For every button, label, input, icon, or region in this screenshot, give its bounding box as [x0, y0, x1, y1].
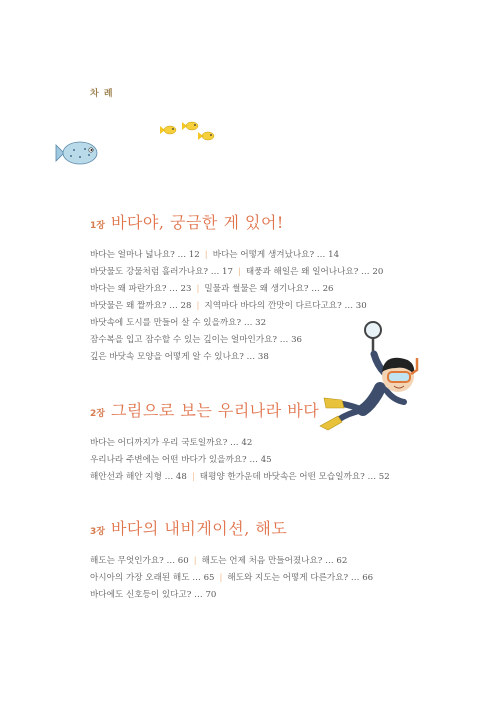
toc-line: [90, 315, 440, 332]
yellow-fish-illustration: [158, 120, 220, 142]
chapter-3-number: 3장: [90, 527, 105, 537]
chapter-3-heading: [90, 516, 440, 539]
chapter-2: [90, 398, 440, 486]
toc-line: [90, 332, 440, 349]
separator: |: [237, 267, 241, 277]
toc-line: [90, 349, 440, 366]
toc-entry[interactable]: 바다에도 신호등이 있다고? … 70: [90, 590, 217, 600]
toc-line: [90, 281, 440, 298]
chapter-2-number: 2장: [90, 409, 105, 419]
toc-entry[interactable]: 바다는 왜 파란가요? … 23: [90, 284, 192, 294]
toc-line: [90, 247, 440, 264]
toc-entry[interactable]: 해도는 무엇인가요? … 60: [90, 556, 189, 566]
separator: |: [196, 301, 200, 311]
toc-entry[interactable]: 해도와 지도는 어떻게 다른가요? … 66: [227, 573, 374, 583]
toc-entry[interactable]: 바닷속에 도시를 만들어 살 수 있을까요? … 32: [90, 318, 267, 328]
toc-line: [90, 435, 440, 452]
toc-entry[interactable]: 지역마다 바다의 깐맛이 다르다고요? … 30: [204, 301, 367, 311]
toc-entry[interactable]: 밀물과 썰물은 왜 생기나요? … 26: [204, 284, 334, 294]
toc-line: [90, 298, 440, 315]
chapter-1-number: 1장: [90, 221, 105, 231]
toc-entry[interactable]: 바다는 어디까지가 우리 국토일까요? … 42: [90, 438, 253, 448]
toc-entry[interactable]: 바닷물도 강물처럼 흘러가나요? … 17: [90, 267, 233, 277]
toc-entry[interactable]: 태풍과 해일은 왜 일어나나요? … 20: [245, 267, 384, 277]
chapter-2-title: 그림으로 보는 우리나라 바다: [110, 401, 320, 420]
chapter-1: [90, 210, 440, 366]
toc-entry[interactable]: 우리나라 주변에는 어떤 바다가 있을까요? … 45: [90, 455, 272, 465]
toc-line: [90, 452, 440, 469]
pufferfish-illustration: [54, 140, 100, 166]
separator: |: [193, 556, 197, 566]
separator: |: [191, 472, 195, 482]
separator: |: [196, 284, 200, 294]
toc-entry[interactable]: 해도는 언제 처음 만들어졌나요? … 62: [201, 556, 348, 566]
chapter-3: [90, 516, 440, 604]
toc-line: [90, 469, 440, 486]
toc-entry[interactable]: 잠수복을 입고 잠수할 수 있는 깊이는 얼마인가요? … 36: [90, 335, 303, 345]
toc-line: [90, 264, 440, 281]
toc-entry[interactable]: 바닷물은 왜 짤까요? … 28: [90, 301, 192, 311]
toc-line: [90, 587, 440, 604]
chapter-1-title: 바다야, 궁금한 게 있어!: [110, 213, 284, 232]
separator: |: [219, 573, 223, 583]
chapter-2-heading: [90, 398, 440, 421]
toc-line: [90, 553, 440, 570]
toc-entry[interactable]: 바다는 어떻게 생겨났나요? … 14: [212, 250, 340, 260]
toc-entry[interactable]: 바다는 얼마나 넓나요? … 12: [90, 250, 200, 260]
toc-entry[interactable]: 깊은 바닷속 모양을 어떻게 알 수 있나요? … 38: [90, 352, 269, 362]
toc-label: 차 례: [90, 89, 114, 99]
toc-entry[interactable]: 태평양 한가운데 바닷속은 어떤 모습일까요? … 52: [199, 472, 390, 482]
toc-entry[interactable]: 해안선과 해안 지형 … 48: [90, 472, 187, 482]
toc-line: [90, 570, 440, 587]
chapter-1-heading: [90, 210, 440, 233]
toc-entry[interactable]: 아시아의 가장 오래된 해도 … 65: [90, 573, 215, 583]
chapter-3-title: 바다의 내비게이션, 해도: [110, 519, 288, 538]
separator: |: [204, 250, 208, 260]
